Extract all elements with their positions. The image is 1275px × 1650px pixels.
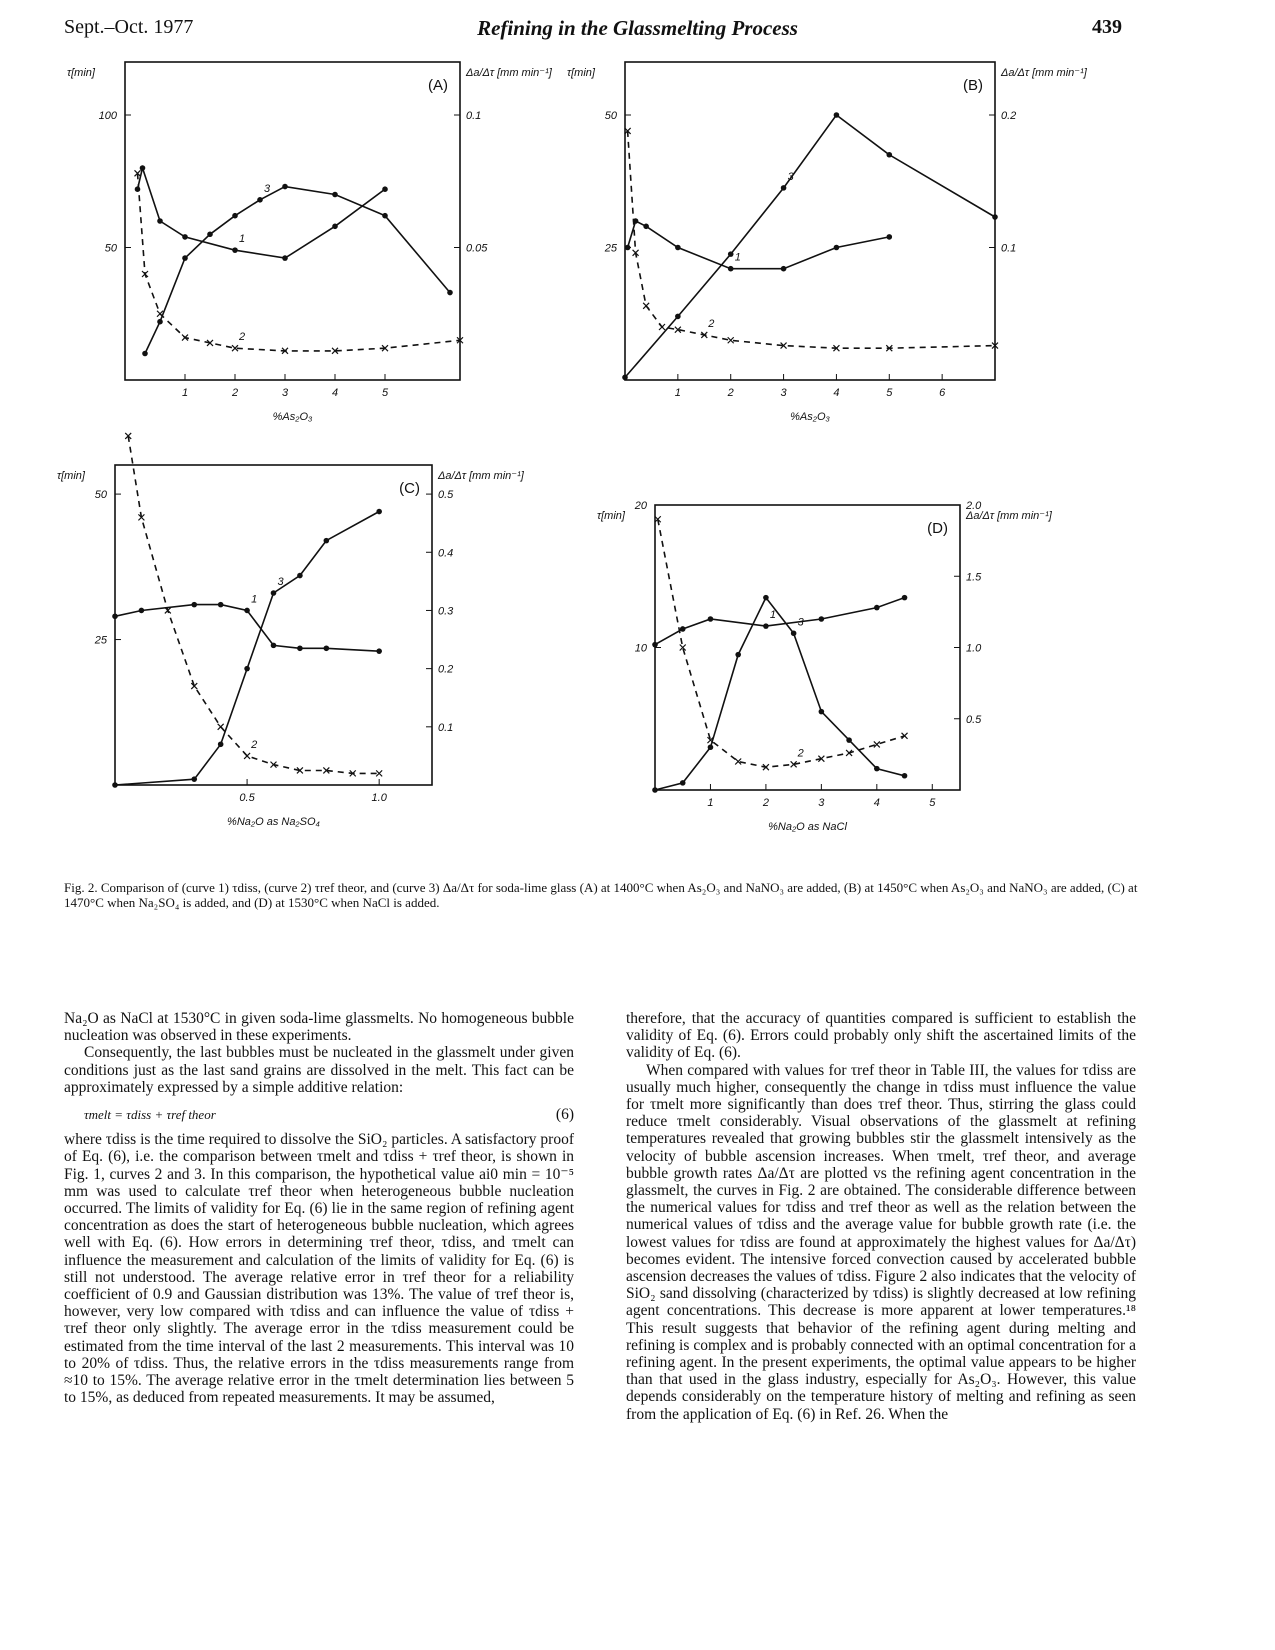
y-left-tick-label: 50 xyxy=(94,489,107,502)
panel-label: (B) xyxy=(963,77,983,94)
x-tick-label: 5 xyxy=(381,387,389,399)
curve-number-label: 3 xyxy=(787,170,794,183)
paragraph: therefore, that the accuracy of quantities compared is sufficient to establish the validity of Eq. (6). Errors could probably only shift the ascertained limits of the validity of Eq. (6). xyxy=(626,1010,1136,1062)
data-point xyxy=(297,573,303,579)
data-point-cross xyxy=(659,324,665,330)
chart-panel xyxy=(597,500,1053,833)
x-tick-label: 2 xyxy=(231,387,239,399)
x-tick-label: 3 xyxy=(281,387,289,399)
x-tick-label: 1 xyxy=(181,387,189,399)
data-point xyxy=(846,737,852,743)
series-line xyxy=(655,598,905,645)
data-point xyxy=(182,255,188,261)
data-point xyxy=(282,255,288,261)
data-point xyxy=(112,613,118,619)
data-point xyxy=(874,605,880,611)
x-axis-label: %Na₂O as NaCl xyxy=(768,821,847,833)
data-point-cross xyxy=(218,724,224,730)
y-left-axis-label: τ[min] xyxy=(57,470,85,482)
data-point xyxy=(271,590,277,596)
chart-panel xyxy=(567,62,1088,423)
y-right-tick-label: 0.05 xyxy=(466,242,488,255)
y-right-axis-label: Δa/Δτ [mm min⁻¹] xyxy=(438,470,524,482)
equation-number: (6) xyxy=(555,1106,574,1124)
curve-number-label: 2 xyxy=(708,317,715,330)
data-point xyxy=(297,645,303,651)
y-left-tick-label: 100 xyxy=(98,110,117,122)
x-tick-label: 2 xyxy=(727,387,734,399)
x-tick-label: 4 xyxy=(833,387,840,399)
series-line xyxy=(625,115,995,377)
data-point xyxy=(675,314,681,320)
data-point-cross xyxy=(874,741,880,747)
data-point xyxy=(218,741,224,747)
data-point xyxy=(182,234,188,240)
figure-caption: Fig. 2. Comparison of (curve 1) τdiss, (curve 2) τref theor, and (curve 3) Δa/Δτ for soda-lime glass (A) at 1400°C when As₂O₃ and NaNO₃ are added, (B) at 1450°C when As₂O₃ and NaNO₃ are added, (C) at 1470°C when Na₂SO₄ is added, and (D) at 1530°C when NaCl is added. xyxy=(64,880,1138,910)
data-point xyxy=(763,595,769,601)
data-point-cross xyxy=(643,303,649,309)
plot-frame xyxy=(655,505,960,790)
data-point xyxy=(781,185,787,191)
paragraph: where τdiss is the time required to dissolve the SiO₂ particles. A satisfactory proof of Eq. (6), i.e. the comparison between τmelt and τdiss + τref theor, is shown in Fig. 1, curves 2 and 3. In this comparison, the hypothetical value ai0 min = 10⁻⁵ mm was used to calculate τref theor when heterogeneous bubble nucleation occurred. The limits of validity for Eq. (6) lie in the same region of refining agent concentration as does the start of heterogeneous bubble nucleation, which agrees well with Eq. (6). How errors in determining τref theor, τdiss, and τmelt can influence the measurement and calculation of the limits of validity for Eq. (6) is still not understood. The average relative error in τref theor for a reliability coefficient of 0.9 and Gaussian distribution was 13%. The value of τref theor is, however, very low compared with τdiss and can influence the value of τdiss + τref theor only slightly. The average error in the τdiss measurement could be estimated from the time interval of the last 2 measurements. This interval was 10 to 20% of τdiss. Thus, the relative errors in the τdiss measurements range from ≈10 to 15%. The average relative error in the τmelt determination lies between 5 to 15%, as deduced from repeated measurements. It may be assumed, xyxy=(64,1131,574,1407)
data-point xyxy=(324,538,330,544)
x-axis-label: %As₂O₃ xyxy=(790,411,830,423)
data-point xyxy=(140,165,146,171)
data-point xyxy=(382,186,388,192)
data-point xyxy=(728,266,734,272)
y-right-axis-label: Δa/Δτ [mm min⁻¹] xyxy=(466,67,552,79)
data-point xyxy=(652,787,658,793)
data-point xyxy=(376,509,382,515)
data-point xyxy=(886,234,892,240)
y-right-tick-label: 0.3 xyxy=(438,605,454,618)
curve-number-label: 2 xyxy=(239,331,246,344)
data-point xyxy=(680,780,686,786)
data-point xyxy=(332,192,338,198)
data-point xyxy=(902,773,908,779)
data-point xyxy=(244,608,250,614)
series-line xyxy=(145,187,450,354)
y-right-axis-label: Δa/Δτ [mm min⁻¹] xyxy=(1001,67,1087,79)
y-right-axis-label: Δa/Δτ [mm min⁻¹] xyxy=(966,510,1052,522)
curve-number-label: 1 xyxy=(734,251,741,264)
data-point xyxy=(271,643,277,649)
x-tick-label: 4 xyxy=(331,387,339,399)
panel-label: (C) xyxy=(399,480,420,497)
curve-number-label: 1 xyxy=(769,609,777,622)
y-left-tick-label: 50 xyxy=(604,110,617,122)
series-line xyxy=(655,598,905,790)
panel-label: (A) xyxy=(428,77,448,94)
paragraph: Consequently, the last bubbles must be nucleated in the glassmelt under given conditions just as the last sand grains are dissolved in the melt. This fact can be approximately expressed by a simple additive relation: xyxy=(64,1044,574,1096)
series-line xyxy=(628,221,890,269)
running-header-title: Refining in the Glassmelting Process xyxy=(477,16,798,40)
data-point xyxy=(232,247,238,253)
y-right-tick-label: 0.1 xyxy=(1001,242,1017,255)
data-point xyxy=(728,251,734,257)
x-tick-label: 6 xyxy=(939,387,946,399)
data-point xyxy=(332,224,338,230)
equation-6 xyxy=(84,1106,574,1123)
chart-panel xyxy=(57,433,525,828)
data-point xyxy=(791,630,797,636)
x-tick-label: 5 xyxy=(929,797,936,809)
data-point xyxy=(257,197,263,203)
data-point xyxy=(191,602,197,608)
page-number: 439 xyxy=(1092,16,1122,38)
x-axis-label: %Na₂O as Na₂SO₄ xyxy=(227,816,320,828)
data-point xyxy=(675,245,681,251)
x-tick-label: 2 xyxy=(762,797,769,809)
curve-number-label: 1 xyxy=(251,593,258,606)
data-point xyxy=(819,709,825,715)
paragraph: Na₂O as NaCl at 1530°C in given soda-lime glassmelts. No homogeneous bubble nucleation was observed in these experiments. xyxy=(64,1010,574,1045)
data-point xyxy=(112,782,118,788)
curve-number-label: 2 xyxy=(797,747,804,760)
body-column-right xyxy=(626,1010,1136,1423)
y-right-tick-label: 0.4 xyxy=(438,547,454,560)
data-point-cross xyxy=(244,753,250,759)
plot-frame xyxy=(115,465,432,785)
y-right-tick-label: 0.1 xyxy=(438,721,454,734)
x-tick-label: 4 xyxy=(873,797,880,809)
x-tick-label: 1.0 xyxy=(371,792,387,804)
x-tick-label: 1 xyxy=(707,797,714,809)
panel-label: (D) xyxy=(927,520,948,537)
data-point xyxy=(447,290,453,296)
x-tick-label: 1 xyxy=(674,387,681,399)
y-left-axis-label: τ[min] xyxy=(567,67,595,79)
data-point xyxy=(819,616,825,622)
data-point xyxy=(886,152,892,158)
y-right-tick-label: 1.0 xyxy=(966,642,982,655)
data-point xyxy=(207,231,213,237)
x-axis-label: %As₂O₃ xyxy=(272,411,313,423)
x-tick-label: 5 xyxy=(886,387,893,399)
series-line xyxy=(628,131,995,348)
curve-number-label: 1 xyxy=(239,233,246,246)
curve-number-label: 3 xyxy=(277,576,284,588)
data-point xyxy=(680,626,686,632)
data-point xyxy=(643,224,649,230)
y-left-tick-label: 25 xyxy=(604,242,617,255)
y-right-tick-label: 2.0 xyxy=(966,500,982,512)
data-point xyxy=(735,652,741,658)
data-point xyxy=(382,213,388,219)
data-point xyxy=(992,214,998,220)
data-point xyxy=(139,608,145,614)
x-tick-label: 0.5 xyxy=(239,792,255,804)
y-left-tick-label: 25 xyxy=(94,634,107,647)
data-point xyxy=(157,218,163,224)
y-left-axis-label: τ[min] xyxy=(597,510,625,522)
data-point xyxy=(834,112,840,118)
plot-frame xyxy=(125,62,460,380)
data-point xyxy=(191,776,197,782)
data-point xyxy=(781,266,787,272)
data-point xyxy=(708,616,714,622)
y-right-tick-label: 0.2 xyxy=(438,663,454,676)
y-right-tick-label: 0.5 xyxy=(438,489,454,502)
data-point xyxy=(324,645,330,651)
equation-text: τmelt = τdiss + τref theor xyxy=(84,1107,216,1123)
body-column-left xyxy=(64,1010,574,1406)
series-line xyxy=(138,168,386,258)
data-point xyxy=(218,602,224,608)
series-line xyxy=(138,173,461,351)
y-left-tick-label: 20 xyxy=(634,500,647,512)
x-tick-label: 3 xyxy=(780,387,787,399)
data-point xyxy=(874,766,880,772)
chart-panel xyxy=(67,62,553,423)
curve-number-label: 3 xyxy=(264,182,271,195)
y-right-tick-label: 1.5 xyxy=(966,571,982,584)
x-tick-label: 3 xyxy=(818,797,825,809)
data-point xyxy=(652,642,658,648)
data-point-cross xyxy=(728,337,734,343)
data-point xyxy=(376,648,382,654)
data-point xyxy=(902,595,908,601)
data-point-cross xyxy=(376,770,382,776)
y-left-tick-label: 10 xyxy=(634,642,647,655)
y-right-tick-label: 0.1 xyxy=(466,110,482,122)
curve-number-label: 3 xyxy=(797,616,804,629)
data-point xyxy=(157,319,163,325)
data-point xyxy=(622,375,628,381)
running-header-date: Sept.–Oct. 1977 xyxy=(64,16,194,38)
series-line xyxy=(658,519,905,767)
y-left-tick-label: 50 xyxy=(104,242,117,255)
data-point xyxy=(282,184,288,190)
data-point xyxy=(763,623,769,629)
curve-number-label: 2 xyxy=(251,738,258,751)
data-point xyxy=(625,245,631,251)
data-point xyxy=(142,351,148,357)
data-point xyxy=(244,666,250,672)
y-left-axis-label: τ[min] xyxy=(67,67,95,79)
y-right-tick-label: 0.2 xyxy=(1001,110,1017,122)
data-point xyxy=(834,245,840,251)
data-point xyxy=(232,213,238,219)
y-right-tick-label: 0.5 xyxy=(966,713,982,726)
data-point xyxy=(708,744,714,750)
paragraph: When compared with values for τref theor in Table III, the values for τdiss are usually much higher, consequently the change in τdiss must influence the value for τmelt more significantly than does τref theor. Thus, stirring the glass could reduce τmelt considerably. Visual observations of the glassmelt at refining temperatures revealed that growing bubbles stir the glassmelt intensively as the velocity of bubble ascension increases. When τmelt, τref theor, and average bubble growth rates Δa/Δτ are plotted vs the refining agent concentration in the glassmelt, the curves in Fig. 2 are obtained. The considerable difference between the numerical values for τdiss and τref theor as well as the relation between the numerical values of τdiss and the average value for bubble growth rate (i.e. the lowest values for τdiss are found at approximately the highest values for Δa/Δτ) becomes evident. The intensive forced convection caused by accelerated bubble ascension decreases the values of τdiss. Figure 2 also indicates that the velocity of SiO₂ sand dissolving (characterized by τdiss) is slightly decreased at low refining agent concentrations. This decrease is more apparent at lower temperatures.¹⁸ This result suggests that behavior of the refining agent during melting and refining is complex and is probably connected with an optimal concentration for a refining agent. In the present experiments, the optimal value appears to be higher than that used in the glass industry, especially for As₂O₃. However, this value depends considerably on the temperature history of melting and refining as seen from the application of Eq. (6) in Ref. 26. When the xyxy=(626,1061,1136,1423)
